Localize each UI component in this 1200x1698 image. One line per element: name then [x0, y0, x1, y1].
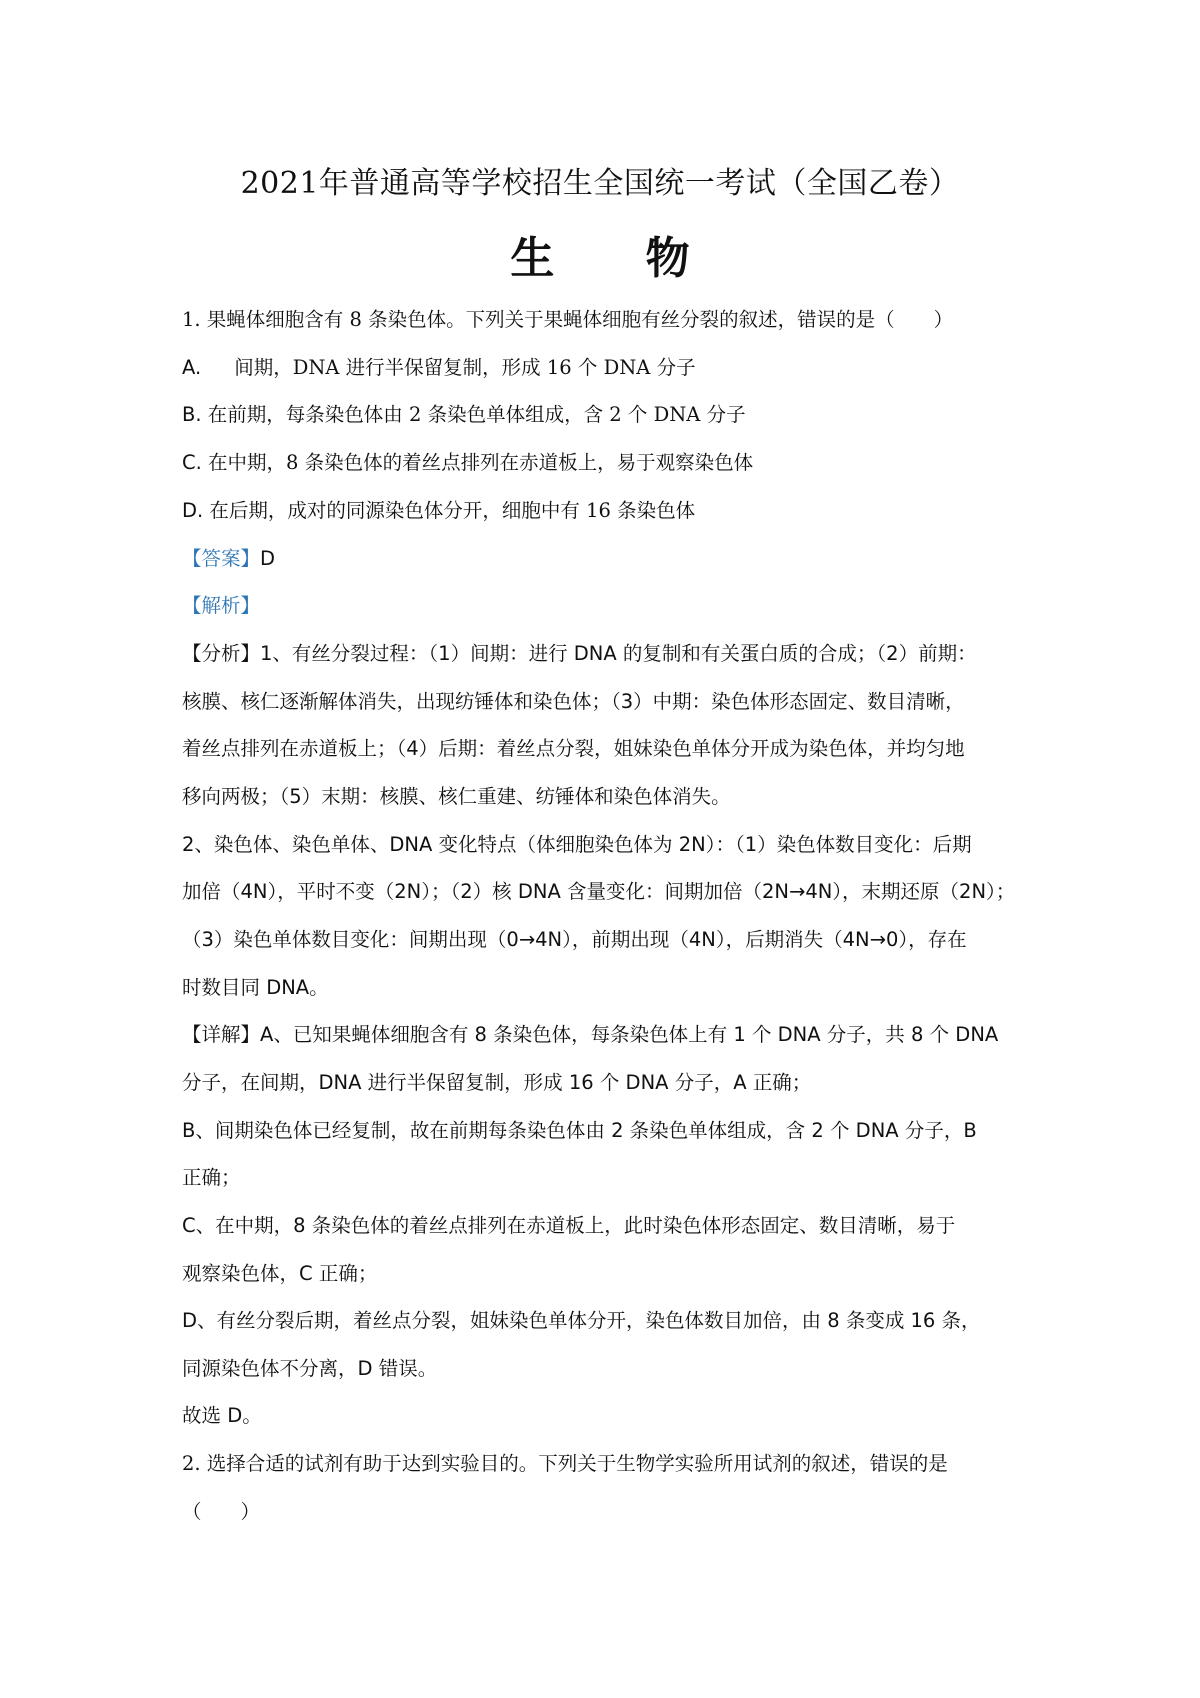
question-2-blank: （ ）	[182, 1500, 261, 1523]
option-d	[182, 497, 1032, 525]
option-c	[182, 449, 1032, 477]
option-text: 在中期，8 条染色体的着丝点排列在赤道板上，易于观察染色体	[208, 451, 754, 474]
analysis-line-2: 核膜、核仁逐渐解体消失，出现纺锤体和染色体；（3）中期：染色体形态固定、数目清晰，	[182, 690, 965, 713]
detail-line-2: 分子，在间期，DNA 进行半保留复制，形成 16 个 DNA 分子，A 正确；	[182, 1071, 812, 1094]
analysis-line-3: 着丝点排列在赤道板上；（4）后期：着丝点分裂，姐妹染色单体分开成为染色体，并均匀地	[182, 737, 965, 760]
analysis-line-5: 2、染色体、染色单体、DNA 变化特点（体细胞染色体为 2N）：（1）染色体数目变化：后期	[182, 833, 972, 856]
detail-line-1	[182, 1021, 1032, 1049]
analysis-text: 1、有丝分裂过程：（1）间期：进行 DNA 的复制和有关蛋白质的合成；（2）前期：	[260, 642, 977, 665]
answer-line	[182, 545, 1032, 573]
detail-tag: 【详解】	[182, 1023, 261, 1046]
analysis-line-4: 移向两极；（5）末期：核膜、核仁重建、纺锤体和染色体消失。	[182, 785, 731, 808]
option-letter: A.	[182, 356, 202, 379]
option-letter: C.	[182, 451, 202, 474]
question-1-stem: 1. 果蝇体细胞含有 8 条染色体。下列关于果蝇体细胞有丝分裂的叙述，错误的是（ ）	[182, 308, 954, 331]
answer-value: D	[260, 547, 276, 570]
detail-text: A、已知果蝇体细胞含有 8 条染色体，每条染色体上有 1 个 DNA 分子，共 8 个 DNA	[260, 1023, 999, 1046]
detail-line-9: 故选 D。	[182, 1404, 262, 1427]
analysis-line-6: 加倍（4N），平时不变（2N）；（2）核 DNA 含量变化：间期加倍（2N→4N），末期还原（2N）；	[182, 880, 1016, 903]
option-b	[182, 401, 1032, 429]
option-text: 在前期，每条染色体由 2 条染色单体组成，含 2 个 DNA 分子	[207, 403, 746, 426]
answer-label: 【答案】	[182, 547, 261, 570]
option-text: 在后期，成对的同源染色体分开，细胞中有 16 条染色体	[209, 499, 696, 522]
analysis-line-1	[182, 640, 1032, 668]
detail-line-8: 同源染色体不分离，D 错误。	[182, 1357, 438, 1380]
question-2-stem: 2. 选择合适的试剂有助于达到实验目的。下列关于生物学实验所用试剂的叙述，错误的是	[182, 1452, 948, 1475]
detail-line-6: 观察染色体，C 正确；	[182, 1262, 378, 1285]
detail-line-4: 正确；	[182, 1166, 241, 1189]
detail-line-3: B、间期染色体已经复制，故在前期每条染色体由 2 条染色单体组成，含 2 个 DNA 分子，B	[182, 1119, 977, 1142]
option-letter: B.	[182, 403, 202, 426]
analysis-line-8: 时数目同 DNA。	[182, 976, 329, 999]
option-letter: D.	[182, 499, 204, 522]
detail-line-7: D、有丝分裂后期，着丝点分裂，姐妹染色单体分开，染色体数目加倍，由 8 条变成 16 条，	[182, 1309, 981, 1332]
exam-title: 2021年普通高等学校招生全国统一考试（全国乙卷）	[240, 166, 960, 201]
analysis-line-7: （3）染色单体数目变化：间期出现（0→4N），前期出现（4N），后期消失（4N→0），存在	[182, 928, 967, 951]
option-text: 间期，DNA 进行半保留复制，形成 16 个 DNA 分子	[234, 356, 696, 379]
subject-heading: 生 物	[510, 233, 728, 284]
detail-line-5: C、在中期，8 条染色体的着丝点排列在赤道板上，此时染色体形态固定、数目清晰，易于	[182, 1214, 956, 1237]
analysis-tag: 【分析】	[182, 642, 261, 665]
option-a	[182, 354, 1032, 382]
analysis-label: 【解析】	[182, 594, 261, 617]
